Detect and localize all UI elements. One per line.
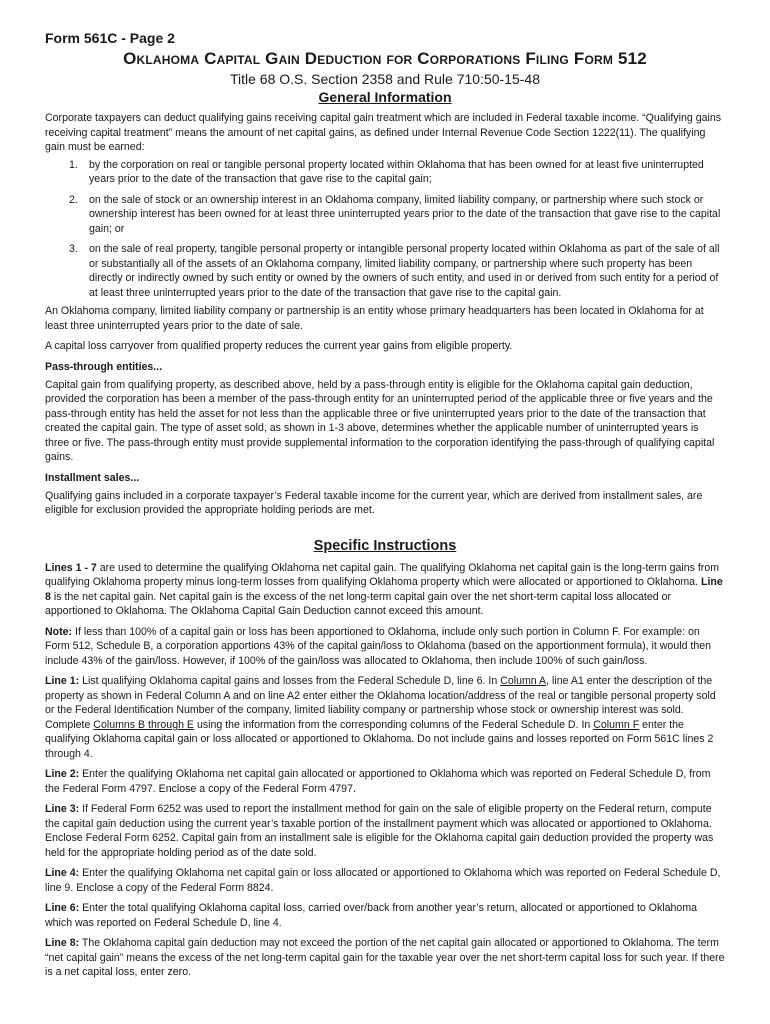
installment-sales-heading: Installment sales... <box>45 471 140 484</box>
line-8-text: is the net capital gain. Net capital gain is the excess of the net long-term capital gain over the net short-term capital loss allocated or apportioned to Oklahoma. The Oklahoma Capital Gain Deduction cannot exceed this amount. <box>45 590 671 617</box>
line-6-label: Line 6: <box>45 902 80 914</box>
list-item-text: on the sale of stock or an ownership interest in an Oklahoma company, limited liability company, or partnership where such stock or ownership interest has been owned for at least three uninterrupted years prior to the date of the transaction that gave rise to the capital gain; or <box>89 193 721 235</box>
list-item-number: 1. <box>69 158 78 171</box>
line-4-text: Enter the qualifying Oklahoma net capital gain or loss allocated or apportioned to Oklahoma which was reported on Federal Schedule D, line 9. Enclose a copy of the Federal Form 8824. <box>45 867 721 894</box>
pass-through-heading: Pass-through entities... <box>45 360 163 373</box>
line-3-instructions <box>45 802 725 860</box>
lines-1-7-instructions <box>45 561 725 619</box>
form-page-label: Form 561C - Page 2 <box>45 30 175 46</box>
line-8-label: Line 8: <box>45 937 80 949</box>
line-1-text: enter the qualifying Oklahoma capital gain or loss allocated or apportioned to Oklahoma. Do not include gains and losses reported on Form 561C lines 2 through 4. <box>45 718 714 760</box>
capital-loss-carryover-note: A capital loss carryover from qualified property reduces the current year gains from eligible property. <box>45 340 513 352</box>
note-text: If less than 100% of a capital gain or loss has been apportioned to Oklahoma, include only such portion in Column F. For example: on Form 512, Schedule B, a corporation apportions 43% of the capital gain/loss to Oklahoma (based on the apportionment formula), it would then include 43% of the gain/loss. However, if 100% of the gain/loss was allocated to Oklahoma, then include 100% of such gain/loss. <box>45 625 712 667</box>
line-3-label: Line 3: <box>45 803 80 815</box>
list-item <box>45 242 725 300</box>
list-item-number: 3. <box>69 243 78 255</box>
line-2-instructions <box>45 767 725 796</box>
line-6-instructions <box>45 901 725 930</box>
general-information-heading: General Information <box>318 89 452 105</box>
list-item-text: on the sale of real property, tangible personal property or intangible personal property located within Oklahoma as part of the sale of all or substantially all of the assets of an Oklahoma company, limited liability company, or partnership where such property has been directly or indirectly owned by such entity or owned by the owners of such entity, and used in or derived from such entity for a period of at least three uninterrupted years prior to the date of the transaction that gave rise to the capital gain. <box>89 243 720 299</box>
line-6-text: Enter the total qualifying Oklahoma capital loss, carried over/back from another year’s return, allocated or apportioned to Oklahoma which was reported on Federal Schedule D, line 4. <box>45 902 698 929</box>
form-title: Oklahoma Capital Gain Deduction for Corporations Filing Form 512 <box>123 49 647 68</box>
line-8-instructions <box>45 936 725 980</box>
line-8-label: Line 8 <box>45 576 723 603</box>
line-4-label: Line 4: <box>45 867 80 879</box>
pass-through-text: Capital gain from qualifying property, as described above, held by a pass-through entity is eligible for the Oklahoma capital gain deduction, provided the corporation has been a member of the pass-through entity for an uninterrupted period of the applicable three or five years and the pass-through entity has held the asset for not less than the applicable three or five uninterrupted years prior to the date of the transaction that created the capital gain. The type of asset sold, as shown in 1-3 above, determines whether the applicable number of uninterrupted years is three or five. The pass-through entity must provide supplemental information to the corporation identifying the pass-through of qualifying capital gains. <box>45 378 715 463</box>
qualifying-gain-list <box>45 158 725 301</box>
line-1-text: List qualifying Oklahoma capital gains and losses from the Federal Schedule D, line 6. In <box>79 675 501 687</box>
list-item-number: 2. <box>69 193 78 206</box>
specific-instructions-heading: Specific Instructions <box>313 537 457 554</box>
form-page <box>45 30 725 986</box>
line-4-instructions <box>45 866 725 895</box>
list-item <box>45 193 725 237</box>
oklahoma-company-definition: An Oklahoma company, limited liability company or partnership is an entity whose primary headquarters has been located in Oklahoma for at least three uninterrupted years prior to the date of sale. <box>45 305 704 332</box>
line-3-text: If Federal Form 6252 was used to report the installment method for gain on the sale of eligible property on the Federal return, compute the capital gain deduction using the current year’s taxable portion of the installment payment which was allocated or apportioned to Oklahoma. Enclose Federal Form 6252. Capital gain from an installment sale is eligible for the Oklahoma capital gain deduction provided the property was held for the appropriate holding period as of the date sold. <box>45 803 714 859</box>
column-f-ref: Column F <box>593 718 640 731</box>
columns-b-e-ref: Columns B through E <box>93 718 194 731</box>
line-1-label: Line 1: <box>45 675 80 687</box>
line-8-text: The Oklahoma capital gain deduction may not exceed the portion of the net capital gain allocated or apportioned to Oklahoma. The term “net capital gain” means the excess of the net long-term capital gain for the taxable year over the net short-term capital loss for such year. If there is a net capital loss, enter zero. <box>45 937 725 978</box>
line-1-text: using the information from the corresponding columns of the Federal Schedule D. In <box>194 718 594 731</box>
note-label: Note: <box>45 625 73 638</box>
installment-sales-text: Qualifying gains included in a corporate taxpayer’s Federal taxable income for the current year, which are derived from installment sales, are eligible for exclusion provided the appropriate holding periods are met. <box>45 489 703 516</box>
note-instructions <box>45 625 725 669</box>
lines-1-7-text: are used to determine the qualifying Oklahoma net capital gain. The qualifying Oklahoma net capital gain is the long-term gains from qualifying Oklahoma property minus long-term losses from qualifying Oklahoma property which were allocated or apportioned to Oklahoma. <box>45 561 720 588</box>
line-2-label: Line 2: <box>45 768 80 780</box>
statute-reference: Title 68 O.S. Section 2358 and Rule 710:50-15-48 <box>229 71 541 87</box>
list-item <box>45 158 725 187</box>
lines-1-7-label: Lines 1 - 7 <box>45 561 97 574</box>
line-1-text: , line A1 enter the description of the property as shown in Federal Column A and on line A2 enter either the Oklahoma location/address of the real or tangible personal property sold or the Federal Identification Number of the company, limited liability company or partnership whose stock or ownership interest was sold. Complete <box>45 675 716 731</box>
column-a-ref: Column A <box>500 675 547 687</box>
list-item-text: by the corporation on real or tangible personal property located within Oklahoma that has been owned for at least five uninterrupted years prior to the date of the transaction that gave rise to the capital gain; <box>89 158 704 185</box>
line-2-text: Enter the qualifying Oklahoma net capital gain allocated or apportioned to Oklahoma which was reported on Federal Schedule D, from the Federal Form 4797. Enclose a copy of the Federal Form 4797. <box>45 768 711 795</box>
line-1-instructions <box>45 674 725 761</box>
general-intro: Corporate taxpayers can deduct qualifying gains receiving capital gain treatment which are included in Federal taxable income. “Qualifying gains receiving capital treatment” means the amount of net capital gains, as defined under Internal Revenue Code Section 1222(11). The qualifying gain must be earned: <box>45 112 722 153</box>
